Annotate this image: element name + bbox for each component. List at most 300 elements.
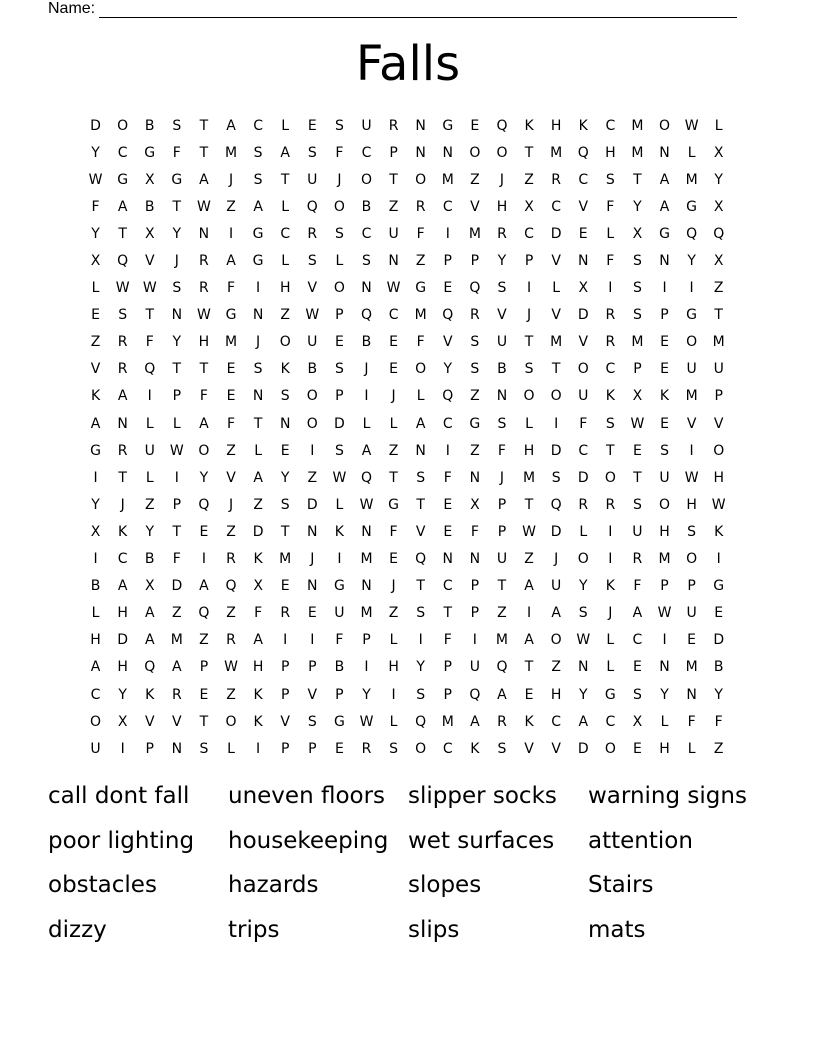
grid-letter: L (172, 415, 181, 432)
grid-letter: X (470, 496, 480, 513)
grid-letter: E (280, 442, 290, 459)
grid-letter: H (279, 280, 291, 297)
grid-letter: L (606, 659, 615, 676)
grid-letter: K (145, 686, 155, 703)
grid-letter: T (199, 144, 209, 161)
grid-letter: E (199, 686, 209, 703)
grid-letter: W (332, 469, 347, 486)
grid-letter: C (605, 117, 616, 134)
grid-letter: G (144, 144, 156, 161)
grid-letter: R (226, 632, 236, 649)
grid-letter: O (550, 632, 562, 649)
grid-letter: N (469, 551, 481, 568)
grid-letter: L (335, 496, 344, 513)
grid-letter: R (578, 496, 589, 513)
grid-letter: S (253, 144, 263, 161)
grid-letter: P (497, 496, 507, 513)
grid-letter: G (252, 225, 264, 242)
grid-letter: O (550, 388, 562, 405)
word-search-grid (82, 112, 732, 762)
grid-letter: C (551, 198, 562, 215)
grid-letter: X (713, 144, 724, 161)
grid-letter: A (226, 117, 236, 134)
grid-letter: A (172, 659, 182, 676)
grid-letter: Q (442, 388, 454, 405)
grid-letter: E (443, 496, 453, 513)
grid-letter: Y (578, 578, 588, 595)
grid-letter: O (713, 442, 725, 459)
grid-letter: Q (117, 253, 129, 270)
grid-letter: C (442, 578, 453, 595)
grid-letter: H (686, 496, 697, 513)
grid-letter: A (144, 632, 155, 649)
grid-letter: R (307, 225, 318, 242)
grid-letter: U (578, 388, 589, 405)
grid-letter: F (199, 388, 208, 405)
grid-letter: A (90, 415, 101, 432)
grid-letter: T (172, 198, 182, 215)
grid-letter: B (361, 198, 372, 215)
grid-letter: V (713, 415, 724, 432)
grid-letter: Y (91, 225, 100, 242)
grid-letter: H (605, 144, 616, 161)
word-bank-item: housekeeping (228, 827, 389, 854)
grid-letter: C (117, 144, 128, 161)
grid-letter: M (550, 334, 563, 351)
grid-letter: Z (497, 605, 507, 622)
grid-letter: B (713, 659, 724, 676)
word-bank-item: hazards (228, 872, 319, 898)
grid-letter: I (364, 388, 369, 405)
grid-letter: M (712, 334, 725, 351)
grid-letter: V (578, 198, 589, 215)
word-bank-item: slopes (408, 872, 482, 898)
grid-letter: T (389, 469, 398, 486)
name-label: Name: (48, 0, 96, 17)
grid-letter: L (687, 740, 696, 757)
grid-letter: Q (144, 659, 156, 676)
grid-letter: S (334, 442, 344, 459)
grid-letter: C (90, 686, 101, 703)
grid-letter: L (714, 117, 723, 134)
grid-letter: E (660, 361, 669, 378)
grid-letter: K (470, 740, 480, 757)
grid-letter: Z (470, 388, 480, 405)
grid-letter: X (524, 198, 534, 215)
grid-letter: D (577, 307, 589, 324)
grid-letter: B (144, 117, 155, 134)
grid-letter: I (310, 442, 315, 459)
grid-letter: C (442, 198, 453, 215)
grid-letter: K (659, 388, 670, 405)
grid-letter: E (389, 361, 398, 378)
grid-letter: E (199, 523, 209, 540)
grid-letter: K (90, 388, 101, 405)
grid-letter: Y (91, 496, 100, 513)
grid-letter: Q (225, 578, 237, 595)
grid-letter: D (713, 632, 725, 649)
grid-letter: F (389, 523, 398, 540)
grid-letter: N (361, 523, 372, 540)
grid-letter: A (226, 253, 236, 270)
grid-letter: E (660, 334, 669, 351)
grid-letter: L (335, 253, 344, 270)
word-bank-item: uneven floors (228, 783, 386, 809)
grid-letter: H (550, 686, 562, 703)
grid-letter: G (117, 171, 129, 188)
grid-letter: T (443, 605, 453, 622)
grid-letter: C (632, 632, 643, 649)
grid-letter: O (604, 469, 616, 486)
grid-letter: T (280, 523, 290, 540)
grid-letter: N (686, 686, 697, 703)
grid-letter: O (577, 361, 589, 378)
grid-letter: O (577, 551, 589, 568)
grid-letter: M (550, 144, 563, 161)
grid-letter: C (442, 740, 453, 757)
grid-letter: I (93, 551, 98, 568)
grid-letter: K (524, 117, 534, 134)
grid-letter: U (361, 117, 372, 134)
grid-letter: Y (714, 171, 723, 188)
grid-letter: V (442, 334, 453, 351)
grid-letter: L (606, 225, 615, 242)
grid-letter: G (469, 415, 481, 432)
grid-letter: W (359, 713, 374, 730)
grid-letter: H (659, 523, 670, 540)
grid-letter: K (578, 117, 588, 134)
grid-letter: P (687, 578, 696, 595)
grid-letter: I (256, 280, 261, 297)
grid-letter: A (90, 659, 101, 676)
grid-letter: H (496, 198, 508, 215)
grid-letter: Q (577, 144, 589, 161)
grid-letter: N (279, 415, 291, 432)
grid-letter: M (631, 144, 644, 161)
word-bank-item: Stairs (588, 872, 654, 898)
grid-letter: Q (144, 361, 156, 378)
grid-letter: M (170, 632, 183, 649)
grid-letter: X (90, 523, 101, 540)
grid-letter: E (443, 280, 453, 297)
grid-letter: K (714, 523, 724, 540)
grid-letter: E (470, 117, 480, 134)
grid-letter: U (496, 551, 508, 568)
grid-letter: J (228, 171, 234, 188)
grid-letter: F (172, 551, 181, 568)
grid-letter: Y (145, 523, 155, 540)
grid-letter: A (659, 198, 670, 215)
grid-letter: V (144, 713, 155, 730)
grid-letter: F (226, 280, 236, 297)
grid-letter: Z (524, 171, 534, 188)
grid-letter: A (253, 198, 263, 215)
grid-letter: Y (172, 334, 182, 351)
grid-letter: R (361, 740, 372, 757)
grid-letter: N (252, 307, 264, 324)
grid-letter: J (499, 171, 505, 188)
grid-letter: Z (226, 523, 236, 540)
grid-letter: A (659, 171, 670, 188)
grid-letter: Z (172, 605, 182, 622)
grid-letter: N (469, 469, 481, 486)
grid-letter: Z (470, 442, 480, 459)
grid-letter: U (659, 469, 670, 486)
grid-letter: Q (360, 307, 372, 324)
grid-letter: E (91, 307, 100, 324)
grid-letter: I (120, 740, 125, 757)
grid-letter: R (632, 551, 643, 568)
grid-letter: F (416, 334, 425, 351)
grid-letter: T (416, 578, 425, 595)
grid-letter: Z (226, 442, 236, 459)
grid-letter: D (90, 117, 101, 134)
grid-letter: S (632, 686, 642, 703)
grid-letter: S (632, 307, 642, 324)
grid-letter: U (496, 334, 508, 351)
grid-letter: F (687, 713, 696, 730)
grid-letter: T (416, 496, 425, 513)
grid-letter: R (605, 496, 616, 513)
grid-letter: R (497, 225, 507, 242)
grid-letter: S (307, 144, 317, 161)
grid-letter: N (388, 253, 399, 270)
grid-letter: E (632, 659, 642, 676)
grid-letter: F (606, 253, 615, 270)
grid-letter: S (334, 361, 344, 378)
grid-letter: J (310, 551, 315, 568)
grid-letter: I (337, 551, 342, 568)
grid-letter: R (388, 117, 399, 134)
grid-letter: F (714, 713, 723, 730)
grid-letter: B (144, 551, 155, 568)
grid-letter: Y (633, 198, 642, 215)
grid-letter: H (252, 659, 264, 676)
grid-letter: J (337, 171, 342, 188)
grid-letter: I (554, 415, 559, 432)
grid-letter: O (415, 361, 427, 378)
grid-letter: V (551, 307, 561, 324)
grid-letter: I (689, 442, 694, 459)
grid-letter: Q (306, 198, 318, 215)
grid-letter: F (443, 632, 452, 649)
grid-letter: S (578, 605, 588, 622)
grid-letter: C (578, 442, 589, 459)
grid-letter: Q (198, 496, 210, 513)
word-bank-item: poor lighting (48, 827, 195, 854)
grid-letter: R (605, 307, 616, 324)
grid-letter: P (633, 361, 642, 378)
grid-letter: W (169, 442, 184, 459)
grid-letter: V (415, 523, 426, 540)
grid-letter: P (172, 388, 182, 405)
grid-letter: G (686, 307, 698, 324)
grid-letter: A (117, 578, 128, 595)
grid-letter: A (551, 605, 561, 622)
grid-letter: P (470, 605, 480, 622)
grid-letter: P (172, 496, 182, 513)
grid-letter: C (442, 415, 453, 432)
grid-letter: S (497, 415, 507, 432)
grid-letter: U (713, 361, 724, 378)
grid-letter: M (523, 469, 536, 486)
grid-letter: J (526, 307, 532, 324)
grid-letter: N (496, 388, 508, 405)
grid-letter: L (389, 415, 398, 432)
grid-letter: L (145, 415, 154, 432)
grid-letter: E (578, 225, 588, 242)
grid-letter: O (604, 740, 616, 757)
grid-letter: I (526, 280, 532, 297)
grid-letter: Y (118, 686, 127, 703)
grid-letter: J (391, 388, 396, 405)
grid-letter: V (307, 280, 318, 297)
grid-letter: V (551, 253, 561, 270)
grid-letter: M (685, 388, 698, 405)
grid-letter: L (281, 198, 290, 215)
grid-letter: C (280, 225, 291, 242)
grid-letter: D (252, 523, 264, 540)
grid-letter: A (361, 442, 372, 459)
word-bank-item: slipper socks (408, 783, 557, 809)
grid-letter: P (470, 253, 480, 270)
grid-letter: V (497, 307, 507, 324)
grid-letter: L (254, 442, 263, 459)
grid-letter: R (171, 686, 182, 703)
grid-letter: O (198, 442, 210, 459)
grid-letter: Q (469, 280, 481, 297)
grid-letter: R (117, 334, 128, 351)
grid-letter: L (389, 713, 398, 730)
grid-letter: S (172, 117, 182, 134)
grid-letter: J (364, 361, 369, 378)
grid-letter: Q (442, 307, 454, 324)
grid-letter: N (117, 415, 128, 432)
grid-letter: S (497, 280, 507, 297)
grid-letter: O (469, 144, 481, 161)
grid-letter: P (280, 659, 290, 676)
grid-letter: A (497, 686, 507, 703)
grid-letter: S (307, 713, 317, 730)
grid-letter: Y (443, 361, 453, 378)
grid-letter: R (469, 307, 480, 324)
grid-letter: S (389, 740, 399, 757)
grid-letter: K (334, 523, 344, 540)
grid-letter: T (199, 117, 209, 134)
grid-letter: A (253, 469, 263, 486)
grid-letter: Y (416, 659, 425, 676)
grid-letter: P (470, 578, 480, 595)
grid-letter: J (554, 551, 559, 568)
grid-letter: G (442, 117, 454, 134)
grid-letter: X (144, 225, 155, 242)
grid-letter: W (684, 117, 699, 134)
grid-letter: I (472, 632, 477, 649)
grid-letter: A (578, 713, 589, 730)
grid-letter: W (522, 523, 536, 540)
grid-letter: I (526, 605, 532, 622)
grid-letter: V (90, 361, 101, 378)
name-write-line[interactable] (99, 2, 737, 18)
grid-letter: Y (497, 253, 507, 270)
grid-letter: D (117, 632, 129, 649)
grid-letter: B (144, 198, 155, 215)
grid-letter: R (199, 280, 209, 297)
grid-letter: S (470, 334, 480, 351)
grid-letter: E (632, 740, 642, 757)
grid-letter: D (550, 225, 562, 242)
grid-letter: K (253, 686, 263, 703)
grid-letter: W (657, 605, 672, 622)
grid-letter: D (306, 496, 318, 513)
grid-letter: S (605, 171, 615, 188)
grid-letter: L (281, 253, 290, 270)
grid-letter: P (280, 686, 290, 703)
grid-letter: D (171, 578, 183, 595)
grid-letter: Q (686, 225, 698, 242)
name-field-row (48, 0, 737, 18)
grid-letter: C (524, 225, 534, 242)
grid-letter: E (443, 523, 453, 540)
grid-letter: I (256, 740, 261, 757)
grid-letter: P (714, 388, 723, 405)
grid-letter: S (199, 740, 209, 757)
grid-letter: L (579, 523, 588, 540)
grid-letter: I (391, 686, 396, 703)
grid-letter: Q (496, 659, 508, 676)
grid-letter: L (660, 713, 669, 730)
grid-letter: I (608, 280, 613, 297)
grid-letter: E (389, 334, 398, 351)
grid-letter: U (144, 442, 155, 459)
grid-letter: N (361, 280, 372, 297)
grid-letter: J (228, 496, 234, 513)
grid-letter: H (388, 659, 399, 676)
grid-letter: S (416, 686, 426, 703)
grid-letter: N (415, 117, 426, 134)
grid-letter: Y (362, 686, 371, 703)
grid-letter: H (713, 469, 724, 486)
grid-letter: K (280, 361, 290, 378)
grid-letter: O (117, 117, 129, 134)
grid-letter: N (171, 307, 183, 324)
grid-letter: R (497, 713, 507, 730)
grid-letter: D (577, 469, 589, 486)
grid-letter: H (550, 117, 562, 134)
grid-letter: N (252, 388, 264, 405)
grid-letter: A (524, 632, 534, 649)
word-bank (48, 778, 768, 956)
word-bank-item: mats (588, 916, 646, 943)
grid-letter: I (716, 551, 721, 568)
grid-letter: A (199, 171, 209, 188)
grid-letter: P (497, 523, 507, 540)
grid-letter: N (307, 523, 318, 540)
grid-letter: Y (172, 225, 182, 242)
grid-letter: K (605, 578, 615, 595)
grid-letter: Z (90, 334, 101, 351)
grid-letter: R (117, 361, 128, 378)
grid-letter: G (333, 713, 345, 730)
grid-letter: Y (280, 469, 290, 486)
grid-letter: V (524, 740, 534, 757)
grid-letter: T (118, 225, 127, 242)
grid-letter: A (199, 578, 209, 595)
grid-letter: X (713, 253, 724, 270)
grid-letter: S (551, 469, 561, 486)
grid-letter: M (468, 225, 481, 242)
grid-letter: M (414, 307, 427, 324)
